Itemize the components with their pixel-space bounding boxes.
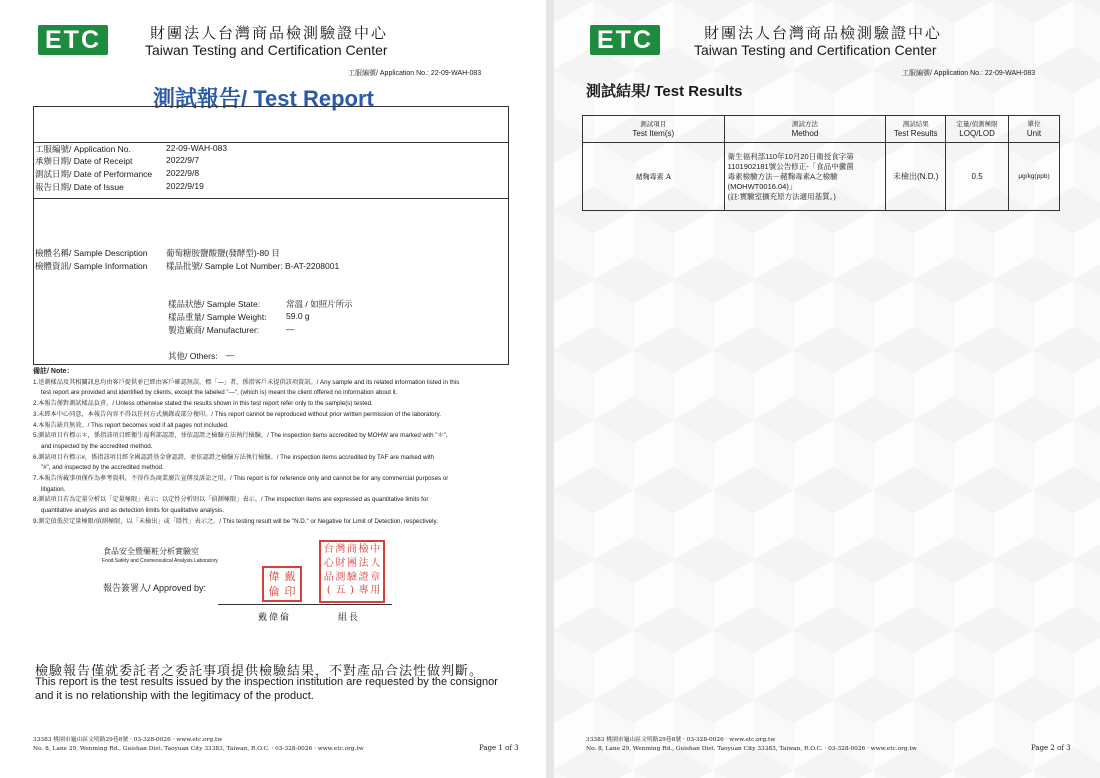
field-label: 測試日期/ Date of Performance bbox=[35, 169, 153, 179]
note-line: test report are provided and identified by clients, except the labeled "—", (which is) meant the client offered no information about it. bbox=[41, 389, 398, 397]
column-header: 測試項目 Test Item(s) bbox=[583, 116, 725, 143]
signature-line bbox=[218, 604, 392, 605]
notes-title: 備註/ Note： bbox=[33, 368, 74, 375]
field-sample-information bbox=[35, 260, 340, 272]
field-date-performance bbox=[35, 168, 200, 180]
etc-logo: ETC bbox=[590, 25, 660, 55]
disclaimer-en-line2: and it is no relationship with the legitimacy of the product. bbox=[35, 690, 314, 702]
report-title: 測試報告/ Test Report bbox=[153, 86, 374, 111]
field-value: 葡萄糖胺鹽酸鹽(發酵型)-80 目 bbox=[166, 248, 280, 258]
cell-result: 未檢出(N.D.) bbox=[886, 143, 946, 211]
page-number: Page 2 of 3 bbox=[1031, 744, 1071, 752]
lab-name-zh: 食品安全暨藥粧分析實驗室 bbox=[103, 547, 199, 556]
cell-method: 衛生福利部110年10月20日衛授食字第 1101902181號公告修正-「食品中黴菌 毒素檢驗方法－赭麴毒素A之檢驗 (MOHWT0016.04)」 (註:實驗室擴充原方法適用基質。) bbox=[724, 143, 886, 211]
field-label: 報告日期/ Date of Issue bbox=[35, 182, 124, 192]
column-header: 定量/偵測極限 LOQ/LOD bbox=[946, 116, 1009, 143]
report-page-2 bbox=[554, 0, 1100, 778]
disclaimer-zh: 檢驗報告僅就委託者之委託事項提供檢驗結果，不對產品合法性做判斷。 bbox=[35, 664, 484, 679]
field-value: 常溫 / 如照片所示 bbox=[286, 299, 353, 309]
column-header: 單位 Unit bbox=[1009, 116, 1060, 143]
field-others bbox=[168, 350, 235, 362]
etc-logo: ETC bbox=[38, 25, 108, 55]
field-date-issue bbox=[35, 181, 204, 193]
note-line: "#", and inspected by the accredited method. bbox=[41, 464, 164, 472]
report-page-1 bbox=[0, 0, 546, 778]
note-line: 1.送測樣品及其相關訊息均由客戶提供並已經由客戶確認無誤，標「—」者，係指客戶未提供該項資訊。/ Any sample and its related information listed in this bbox=[33, 378, 460, 386]
field-label: 其他/ Others: bbox=[168, 351, 218, 361]
org-name-zh: 財團法人台灣商品檢測驗證中心 bbox=[704, 24, 943, 42]
cell-unit: μg/kg(ppb) bbox=[1009, 143, 1060, 211]
field-label: 承辦日期/ Date of Receipt bbox=[35, 156, 133, 166]
field-sample-description bbox=[35, 247, 280, 259]
notes-section bbox=[33, 367, 509, 528]
note-line: 7.本報告所載事項僅作為參考資料，不得作為商業廣告宣傳及訴訟之用。/ This report is for reference only and cannot be for any commercial purposes or bbox=[33, 475, 449, 483]
field-application-no bbox=[35, 143, 228, 155]
org-name-en: Taiwan Testing and Certification Center bbox=[694, 42, 937, 58]
field-label: 樣品重量/ Sample Weight: bbox=[168, 312, 267, 322]
cell-loq: 0.5 bbox=[946, 143, 1009, 211]
official-seal: 台 灣 商 檢 中 心 財 團 法 人 品 測 驗 證 章 ( 五 ) 專 用 bbox=[319, 540, 385, 603]
field-value: — bbox=[286, 324, 295, 334]
footer-address-en: No. 8, Lane 29, Wenming Rd., Guishan Dist. Taoyuan City 33383, Taiwan, R.O.C. · 03-328-0026 · www.etc.org.tw bbox=[586, 746, 917, 752]
approved-by-label: 報告簽署人/ Approved by: bbox=[103, 583, 207, 593]
table-row bbox=[583, 143, 1060, 211]
footer-address-en: No. 8, Lane 29, Wenming Rd., Guishan Dist. Taoyuan City 33383, Taiwan, R.O.C. · 03-328-0026 · www.etc.org.tw bbox=[33, 746, 364, 752]
note-line: 5.測試項目有標示＊，係指該項目經衛生福利部認證，並依認證之檢驗方法執行檢驗。/ The inspection items accredited by MOHW are marked with "＊", bbox=[33, 432, 448, 440]
page-number: Page 1 of 3 bbox=[479, 744, 519, 752]
note-line: 4.本報告缺頁無效。/ This report becomes void if all pages not included. bbox=[33, 421, 229, 429]
field-value: 2022/9/19 bbox=[166, 181, 204, 191]
note-line: quantitative analysis and as detection limits for qualitative analysis. bbox=[41, 507, 224, 515]
field-label: 檢體資訊/ Sample Information bbox=[35, 261, 148, 271]
field-value: 樣品批號/ Sample Lot Number: B-AT-2208001 bbox=[166, 261, 340, 271]
footer-address-zh: 33383 桃園市龜山區文明路29巷8號 · 03-328-0026 · www.etc.org.tw bbox=[33, 737, 223, 743]
page-gap bbox=[546, 0, 554, 778]
field-value: 22-09-WAH-083 bbox=[166, 143, 228, 153]
lab-name-en: Food Safety and Cosmeceutical Analysis Laboratory bbox=[102, 558, 218, 564]
field-manufacturer bbox=[168, 324, 295, 336]
field-value: 2022/9/7 bbox=[166, 155, 200, 165]
field-label: 檢體名稱/ Sample Description bbox=[35, 248, 148, 258]
disclaimer-en-line1: This report is the test results issued by the inspection institution are requested by the consignor bbox=[35, 676, 498, 688]
field-value: — bbox=[226, 350, 235, 360]
signer-name: 戴偉倫 bbox=[258, 613, 292, 623]
application-number-header: 工服編號/ Application No.: 22-09-WAH-083 bbox=[348, 70, 482, 77]
footer-address-zh: 33383 桃園市龜山區文明路29巷8號 · 03-328-0026 · www.etc.org.tw bbox=[586, 737, 776, 743]
note-line: 2.本報告僅對測試樣品負責。/ Unless otherwise stated the results shown in this test report refer only to the sample(s) tested. bbox=[33, 400, 373, 408]
note-line: and inspected by the accredited method. bbox=[41, 442, 153, 450]
note-line: 8.測試項目若為定量分析以「定量極限」表示；以定性分析則以「偵測極限」表示。/ The inspection items are expressed as quantitative limits for bbox=[33, 496, 429, 504]
cell-test-item: 赭麴毒素 A bbox=[583, 143, 725, 211]
signer-seal: 偉 戴 倫 印 bbox=[262, 566, 302, 602]
field-value: 59.0 g bbox=[286, 311, 310, 321]
note-line: litigation. bbox=[41, 485, 66, 493]
note-line: 6.測試項目有標示#，係指該項目經全國認證基金會認證，並依認證之檢驗方法執行檢驗。/ The inspection items accredited by TAF are marked with bbox=[33, 453, 434, 461]
field-sample-state bbox=[168, 298, 353, 310]
column-header: 測試結果 Test Results bbox=[886, 116, 946, 143]
signer-title: 組長 bbox=[338, 613, 361, 623]
field-label: 工服編號/ Application No. bbox=[35, 144, 131, 154]
column-header: 測試方法 Method bbox=[724, 116, 886, 143]
org-name-zh: 財團法人台灣商品檢測驗證中心 bbox=[150, 24, 389, 42]
results-table bbox=[582, 115, 1060, 211]
table-header-row bbox=[583, 116, 1060, 143]
note-line: 3.未經本中心同意，本報告內容不得以任何方式摘錄或部分複印。/ This report cannot be reproduced without prior written permission of the laboratory. bbox=[33, 410, 442, 418]
org-name-en: Taiwan Testing and Certification Center bbox=[145, 42, 388, 58]
field-label: 樣品狀態/ Sample State: bbox=[168, 299, 261, 309]
results-title: 測試結果/ Test Results bbox=[586, 83, 743, 100]
application-number-header: 工服編號/ Application No.: 22-09-WAH-083 bbox=[902, 70, 1036, 77]
field-value: 2022/9/8 bbox=[166, 168, 200, 178]
field-sample-weight bbox=[168, 311, 310, 323]
field-label: 製造廠商/ Manufacturer: bbox=[168, 325, 260, 335]
field-date-receipt bbox=[35, 155, 200, 167]
divider bbox=[34, 198, 508, 199]
note-line: 9.測定值低於定量極限/偵測極限，以「未檢出」或「陰性」表示之。/ This testing result will be "N.D." or Negative for Limit of Detection, respectively. bbox=[33, 517, 438, 525]
